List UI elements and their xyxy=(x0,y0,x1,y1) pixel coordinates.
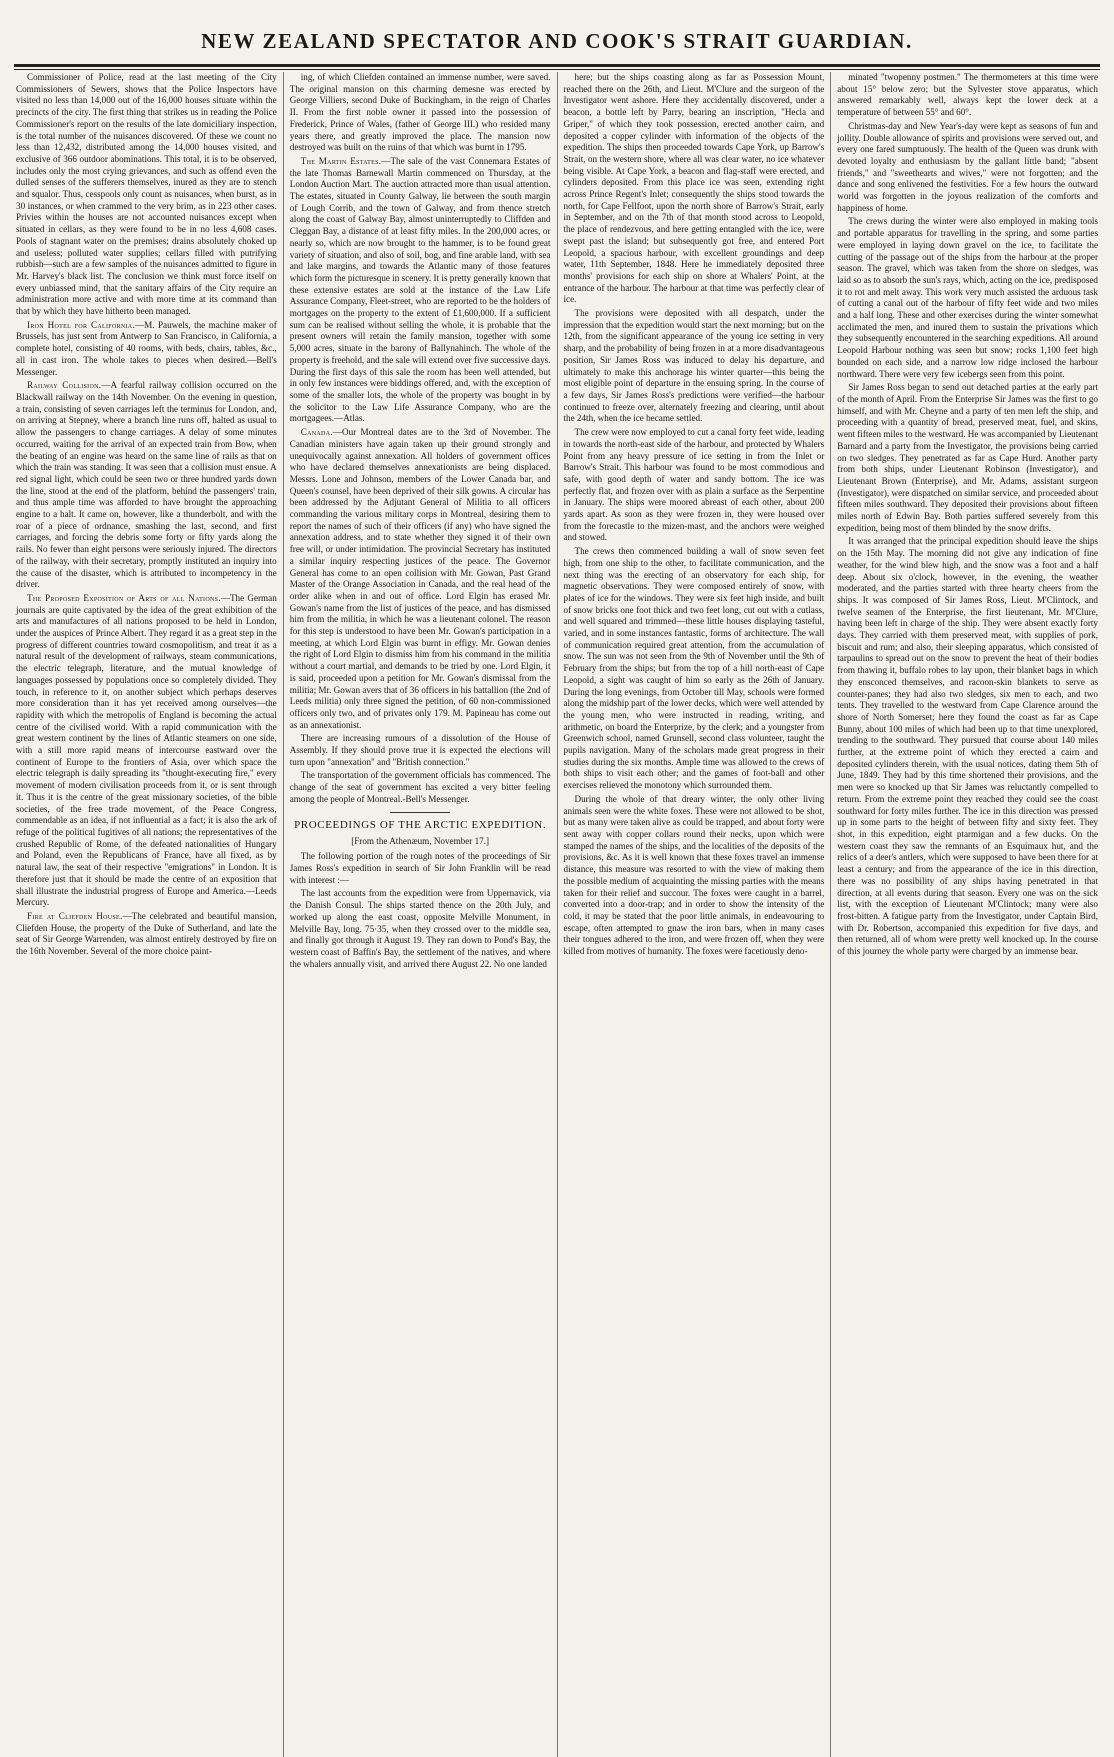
column-3 xyxy=(557,72,831,1757)
section-source: [From the Athenæum, November 17.] xyxy=(351,835,490,846)
article-paragraph xyxy=(290,72,551,154)
article-text: Sir James Ross began to send out detached parties at the early part of the month of April. From the Enterprise Sir James was the first to go himself, and with Mr. Cheyne and a party of ten men left the ship, and proceeding with a quantity of bread, preserved meat, fuel, and skins, went fifteen miles to the westward. He was accompanied by Lieutenant Barnard and a party from the Investigator, the provisions being carried on two sledges. They penetrated as far as Cape Hurd. Another party from both ships, under Lieutenant Robinson (Investigator), and Lieutenant Brown (Enterprise), and Mr. Adams, assistant surgeon (Investigator), were dispatched on similar service, and proceeded about fifteen miles southward. They deposited their provisions about fifteen miles north of Edwin Bay. Both parties suffered severely from this expedition, being most of them blinded by the snow drifts. xyxy=(837,382,1098,533)
column-2 xyxy=(283,72,557,1757)
article-heading: Iron Hotel for California. xyxy=(27,319,136,330)
article-paragraph xyxy=(16,911,277,958)
article-text: The crew were now employed to cut a canal forty feet wide, leading in towards the north-east side of the harbour, and protected by Whalers Point from any heavy pressure of ice setting in from the Inlet or Barrow's Strait. This harbour was found to be most commodious and safe, with good depth of water and sandy bottom. The ice was perfectly flat, and frozen over with as plain a surface as the Serpentine in January. The ships were moored abreast of each other, about 200 yards apart. As soon as they were frozen in, they were housed over from the forecastle to the mizen-mast, and the anchors were weighed and stowed. xyxy=(563,427,825,543)
article-text: —The sale of the vast Connemara Estates of the late Thomas Barnewall Martin commenced on Thursday, at the London Auction Mart. The auction attracted more than usual attention. The estates, situated in County Galway, lie between the south margin of Lough Corrib, and the town of Galway, and from thence stretch along the coast of Galway Bay, almost uninterruptedly to Cliffden and Cleggan Bay, a distance of at least fifty miles. In the 200,000 acres, or nearly so, which are now brought to the hammer, is to be found great variety of situation, and also of soil, bog, and fine arable land, with sea and lake margins, and towards the Atlantic many of those features which form the picturesque in scenery. It is pretty generally known that these extensive estates are sold at the instance of the Law Life Assurance Company, Fleet-street, who are reported to be the holders of mortgages on the property to the extent of £1,600,000. If a sufficient sum can be realised without selling the whole, it is probable that the present owners will retain the family mansion, together with some 5,000 acres, situate in the barony of Ballynahinch. The whole of the property is freehold, and the sale will extend over five successive days. During the first days of this sale the room has been well attended, but in only few instances were biddings offered, and, with the exception of some of the smaller lots, the whole of the property was bought in by the solicitor to the Law Life Assurance Company, who are the mortgagees.—Atlas. xyxy=(289,155,551,424)
article-text: here; but the ships coasting along as far as Possession Mount, reached there on the 26th, and Lieut. M'Clure and the surgeon of the Investigator went ashore. Here they accidentally discovered, under a beacon, a bottle left by Parry, bearing an inscription, "Hecla and Griper," of which they took possession, erected another cairn, and deposited a copper cylinder with information of the objects of the expedition. The ships then proceeded towards Cape York, up Barrow's Strait, on the western shore, where all was clear water, no ice whatever being visible. At Cape York, a beacon and flag-staff were erected, and cylinders deposited. From this place ice was seen, extending right across Prince Regent's Inlet; consequently the ships stood towards the north, for Cape Fellfoot, upon the north shore of Barrow's Strait, early in September, and on the 7th of that month stood across to Leopold, the place of rendezvous, and here getting entangled with the ice, were swept past the island; but subsequently got free, and entered Port Leopold, a spacious harbour, with excellent groundings and deep water, 11th September, 1848. Here he immediately deposited three months' provisions for each ship on shore at Whalers' Point, at the entrance of the harbour. The harbour at that time was perfectly clear of ice. xyxy=(563,72,825,305)
article-text: The crews during the winter were also employed in making tools and portable apparatus for travelling in the spring, and some parties were employed in laying down gravel on the ice, to facilitate the cutting of the passage out of the ships from the harbour at the proper season. The gravel, which was taken from the shore on sledges, was laid so as to absorb the sun's rays, which, acting on the ice, predisposed it to rot and melt away. This work very much assisted the arduous task of cutting a canal out of the harbour of fifty feet wide and two miles and a half long. These and other exercises during the winter somewhat acclimated the men, and inured them to sustain the privations which they subsequently encountered in the searching expeditions. All around Leopold Harbour nothing was seen but snow; rocks 1,100 feet high bounded on each side, and a narrow low ridge inclosed the harbour northward. There were very few icebergs seen from this point. xyxy=(837,216,1098,379)
article-heading: The Martin Estates. xyxy=(300,155,382,166)
article-paragraph xyxy=(290,733,551,768)
article-text: During the whole of that dreary winter, the only other living animals seen were the white foxes. These were not allowed to be shot, but as many were taken alive as could be trapped, and about forty were sent away with copper collars round their necks, upon which were stamped the names of the ships, and the localities of the deposits of the provisions, &c. As it is well known that these foxes travel an immense distance, this measure was resorted to with the view of making them the possible medium of acquainting the missing parties with the means taken for their relief and succour. The foxes were caught in a barrel, converted into a door-trap; and in order to show the intensity of the cold, it may be stated that the poor little animals, in endeavouring to escape, often attempted to gnaw the iron bars, when in many cases their tongues adhered to the iron, and were frozen off, when they were killed from motives of humanity. The foxes were facetiously deno- xyxy=(563,793,825,957)
article-paragraph xyxy=(564,308,825,425)
section-divider xyxy=(390,812,450,813)
article-text: The crews then commenced building a wall of snow seven feet high, from one ship to the other, to facilitate communication, and the next thing was the erecting of an observatory for each ship, for magnetic observations. They were composed entirely of snow, with plates of ice for the windows. They were six feet high inside, and built of snow bricks one foot thick and two feet long, cut out with a cutlass, and well squared and trimmed—these little houses displaying tasteful, varied, and in some instances fantastic, forms of architecture. The wall of communication required great attention, from the accumulation of snow. The sun was not seen from the 9th of November until the 9th of February from the ships; but from the top of a hill north-east of Cape Leopold, a sight was caught of him so early as the 26th of January. During the long evenings, from October till May, schools were formed along the midship part of the lower decks, which were well attended by the young men, who were instructed in reading, writing, and arithmetic, on board the Enterprize, by the clerk; and a youngster from Greenwich school, named Grunsell, second class volunteer, taught the pupils navigation. Many of the scholars made great progress in their studies during the six months. Ample time was allowed to the crews of both ships to visit each other; and the games of foot-ball and other exercises relieved the monotony which surrounded them. xyxy=(563,546,825,791)
article-paragraph xyxy=(564,72,825,306)
article-heading: Fire at Cliefden House. xyxy=(27,910,123,921)
article-paragraph xyxy=(16,320,277,379)
section-paragraph: The following portion of the rough notes of the proceedings of Sir James Ross's expedition in search of Sir John Franklin will be read with interest :— xyxy=(289,851,551,885)
article-text: —The celebrated and beautiful mansion, Cliefden House, the property of the Duke of Sutherland, and late the seat of Sir George Warrenden, was almost entirely destroyed by fire on the 16th November. Several of the more choice paint- xyxy=(16,910,277,957)
section-paragraph: The last accounts from the expedition were from Uppernavick, via the Danish Consul. The ships started thence on the 20th July, and worked up along the east coast, opposite Melville Monument, in Melville Bay, long. 75·35, when they crossed over to the middle sea, and finally got through it August 19. They ran down to Pond's Bay, the western coast of Baffin's Bay, the settlement of the natives, and where the whalers annually visit, and arrived there August 22. No one landed xyxy=(289,888,551,969)
article-paragraph xyxy=(837,216,1098,380)
article-text: ing, of which Cliefden contained an immense number, were saved. The original mansion on this charming demesne was erected by George Villiers, second Duke of Buckingham, in the reign of Charles II. From the first noble owner it passed into the possession of Frederick, Prince of Wales, (father of George III.) who resided many years there, and greatly improved the place. The mansion now destroyed was built on the ruins of that which was burnt in 1795. xyxy=(289,72,551,153)
article-paragraph xyxy=(16,593,277,909)
section-heading: PROCEEDINGS OF THE ARCTIC EXPEDITION. xyxy=(294,818,547,831)
article-heading: Canada. xyxy=(300,427,333,438)
article-text: minated "twopenny postmen." The thermometers at this time were about 15° below zero; but the Sylvester stove apparatus, which answered remarkably well, always kept the lower deck at a temperature of between 55° and 60°. xyxy=(837,72,1098,118)
article-text: —Our Montreal dates are to the 3rd of November. The Canadian ministers have again taken up their ground strongly and unequivocally against annexation. All holders of government offices who have declared themselves annexationists are being displaced. Messrs. Lone and Johnson, members of the Lower Canada bar, and Queen's counsel, have been deprived of their silk gowns. A circular has been addressed by the Adjutant General of Militia to all officers commanding the various military corps in Montreal, desiring them to report the names of such of their officers (if any) who have signed the annexation address, and to state whether they signed it of their own free will, or under intimidation. The provincial Secretary has instituted a similar inquiry respecting justices of the peace. The Governor General has come to an open collision with Mr. Gowan, Past Grand Master of the Orange Association in Canada, and the real head of the order alike when in and out of office. Lord Elgin has erased Mr. Gowan's name from the list of justices of the peace, and has dismissed him from the militia, in which he was a lieutenant colonel. The reason for this step is understood to have been Mr. Gowan's participation in a meeting, at which Lord Elgin was burnt in effigy. Mr. Gowan denies the right of Lord Elgin to dismiss him from his command in the militia without a court martial, and demands to be tried by one. Lord Elgin, it is said, proceeded upon a petition for Mr. Gowan's dismissal from the militia; Mr. Gowan avers that of 36 officers in his battallion (the 2nd of Leeds militia) only three signed the petition, of 60 non-commissioned officers only two, and of privates only 179. M. Papineau has come out as an annexationist. xyxy=(289,427,551,730)
article-text: —A fearful railway collision occurred on the Blackwall railway on the 14th November. On the evening in question, a train, consisting of seven carriages left the terminus for London, and, on arriving at Stepney, where a branch line runs off, halted as usual to allow the passengers to change carriages. A delay of some minutes occurred, waiting for the arrival of an expected train from Bow, when the beating of an engine was heard on the same line of rails as that on which the train was standing. It was seen that a collision must ensue. A red signal light, which could be seen two or three hundred yards down the line, stood at the end of the platform, behind the passengers' train, and thus ample time was afforded to have brought the approaching engine to a halt. It came on, however, like a thunderbolt, and with the roar of a piece of ordnance, smashing the last, second, and first carriages, and forcing the debris some forty or fifty yards along the rails. No fewer than eight persons were seriously injured. The directors of the railway, with their secretary, promptly instituted an inquiry into the cause of the disaster, which is attributed to incompetency in the driver. xyxy=(16,380,277,590)
article-paragraph xyxy=(16,72,277,318)
column-1 xyxy=(10,72,283,1757)
masthead-rule-thin xyxy=(14,69,1100,70)
article-paragraph xyxy=(837,536,1098,957)
article-paragraph xyxy=(564,427,825,544)
article-text: The provisions were deposited with all despatch, under the impression that the expedition would start the next morning; but on the 12th, from the significant appearance of the young ice setting in very sharp, and the probability of being frozen in at a more disadvantageous position, Sir James Ross was induced to delay his departure, and ultimately to make this anchorage his winter quarter—this being the most eligible point of departure in the ensuing spring. In the course of a few days, Sir James Ross's predictions were verified—the harbour continued to freeze over, alternately freezing and clearing, until about the 24th, when the ice became settled. xyxy=(563,308,825,424)
article-text: —M. Pauwels, the machine maker of Brussels, has just sent from Antwerp to San Francisco, in California, a complete hotel, consisting of 40 rooms, with beds, chairs, tables, &c., all in cast iron. The whole takes to pieces when desired.—Bell's Messenger. xyxy=(16,319,277,377)
masthead-title: NEW ZEALAND SPECTATOR AND COOK'S STRAIT GUARDIAN. xyxy=(201,29,913,53)
article-paragraph xyxy=(564,794,825,958)
masthead-rule-thick xyxy=(14,64,1100,67)
article-text: The transportation of the government officials has commenced. The change of the seat of government has excited a very bitter feeling among the people of Montreal.-Bell's Messenger. xyxy=(289,770,551,804)
column-4 xyxy=(830,72,1104,1757)
article-heading: Railway Collision. xyxy=(27,380,102,391)
article-text: Christmas-day and New Year's-day were kept as seasons of fun and jollity. Double allowance of spirits and provisions were served out, and every one fared sumptuously. The health of the Queen was drunk with devoted loyalty and enthusiasm by the gallant little band; "absent friends," and "sweethearts and wives," were not forgotten; and the dance and song enlivened the festivities. For a few hours the outward world was forgotten in the joyous realization of the comforts and happiness of home. xyxy=(837,120,1098,213)
article-paragraph xyxy=(16,380,277,591)
article-text: It was arranged that the principal expedition should leave the ships on the 15th May. The morning did not give any indication of fine weather, for the wind blew high, and the snow was a foot and a half deep. About six o'clock, however, in the evening, the weather moderated, and the parties started with three hearty cheers from the ships. It was composed of Sir James Ross, Lieut. M'Clintock, and twelve seamen of the Enterprise, the first lieutenant, Mr. M'Clure, having been left in charge of the ship. They were absent exactly forty days. They carried with them preserved meat, with supplies of pork, biscuit and rum; and also, their sleeping apparatus, which consisted of tarpaulins to spread out on the snow to prevent the heat of their bodies from thawing it, buffalo robes to lay upon, their blanket bags in which they ensconced themselves, and racoon-skin blankets to serve as counter-panes; they had also two sledges, six men to each, and two tents. They travelled to the westward from Cape Clarence around the shore of North Somerset; here they found the coast as far as Cape Bunny, about 100 miles of which had been up to that time unexplored, trending to the southward. They pursued that course about 140 miles further, at the extreme point of which they erected a cairn and deposited cylinders therein, with the usual notices, dating them 5th of June, 1849. They had by this time shortened their provisions, and the men were so knocked up that Sir James was reluctantly compelled to return. From the extreme point they reached they could see the coast southward for forty miles further. The ice in this direction was pressed up in some parts to the height of between fifty and sixty feet. They shot, in this expedition, eight ptarmigan and a few ducks. On the western coast they saw the remnants of an Esquimaux hut, and the relics of a deer's antlers, which were supposed to have been there for at least a century; and from the appearance of the ice in this direction, there was no possibility of any ships having penetrated in that direction, at all events during that season. Every one was on the sick list, with the exception of Lieutenant M'Clintock; many were also frost-bitten. A fatigue party from the Investigator, under Captain Bird, with Dr. Robertson, accompanied this expedition for five days, and then returned, all of whom were pretty well knocked up. In the course of this journey the whole party were charged by an immense bear. xyxy=(837,536,1098,957)
article-text: There are increasing rumours of a dissolution of the House of Assembly. If they should prove true it is expected the elections will turn upon "annexation" and "British connection." xyxy=(289,733,551,767)
article-text: Commissioner of Police, read at the last meeting of the City Commissioners of Sewers, shows that the Police Inspectors have visited no less than 14,000 out of the 16,000 houses situate within the precincts of the city. The first thing that strikes us in reading the Police Commissioner's report on the results of the late domiciliary inspection, is the total number of the nuisances discovered. Of these we count no less than 12,432, distributed among the 14,000 houses visited, and exclusive of 366 outdoor abominations. This total, it is to be observed, includes only the most crying grievances, and such as offend even the dulled senses of the sufferers themselves, inured as they are to stench and squalor. Thus, cesspools only count as nuisances, when burst, as in 30 instances, or when crammed to the very brim, as in 223 other cases. Privies within the houses are not accounted nuisances except when situated in cellars, as they were found to be in no less 4,608 cases. Pools of stagnant water on the premises; drains absolutely choked up and useless; polluted water supplies; cellars filled with putrifying rubbish—such are a few samples of the nuisances admitted to figure in Mr. Harvey's black list. The conclusion we think must force itself on every unbiassed mind, that the sanitary affairs of the City require an administration more active and with more time at its command than that by which they have hitherto been managed. xyxy=(16,72,277,317)
article-paragraph xyxy=(837,72,1098,119)
article-paragraph xyxy=(837,382,1098,534)
article-heading: The Proposed Exposition of Arts of all Nations. xyxy=(27,592,221,603)
article-text: —The German journals are quite captivated by the idea of the great exhibition of the arts and manufactures of all nations proposed to be held in London, under the auspices of Prince Albert. They regard it as a great step in the progress of different countries toward cosmopolitism, and treat it as a natural result of the development of railways, steam communications, the electric telegraph, literature, and the mutual knowledge of languages possessed by populations once so completely divided. They touch, in reference to it, on another subject which perhaps deserves more consideration than it has yet received among ourselves—the rapidity with which the metropolis of England is becoming the actual centre of the civilised world. With a rapid communication with the great western continent by the lines of Atlantic steamers on one side, with a still more rapid means of intercourse eastward over the continent of Europe to the frontiers of Asia, over which space the electric telegraph is daily spreading its "thought-executing fire," every movement of modern civilisation proceeds from it, or is sent through it. Thus it is the centre of the great missionary societies, of the bible societies, of the free trade movement, of the Peace Congress, commendable as an idea, if not influential as a fact; it is also the ark of refuge of the political fugitives of all nations; the representatives of the crushed Republic of Rome, of the defeated nationalities of Hungary and Poland, even the Republicans of France, have all fixed, as by natural law, the seat of their respective "emigrations" in London. It is therefore just that it should be made the centre of an exposition that shall illustrate the industrial progress of Europe and America.—Leeds Mercury. xyxy=(16,592,277,908)
article-paragraph xyxy=(837,121,1098,215)
article-paragraph xyxy=(290,156,551,425)
article-columns xyxy=(10,72,1104,1757)
article-paragraph xyxy=(290,427,551,731)
article-paragraph xyxy=(290,770,551,805)
article-paragraph xyxy=(564,546,825,792)
